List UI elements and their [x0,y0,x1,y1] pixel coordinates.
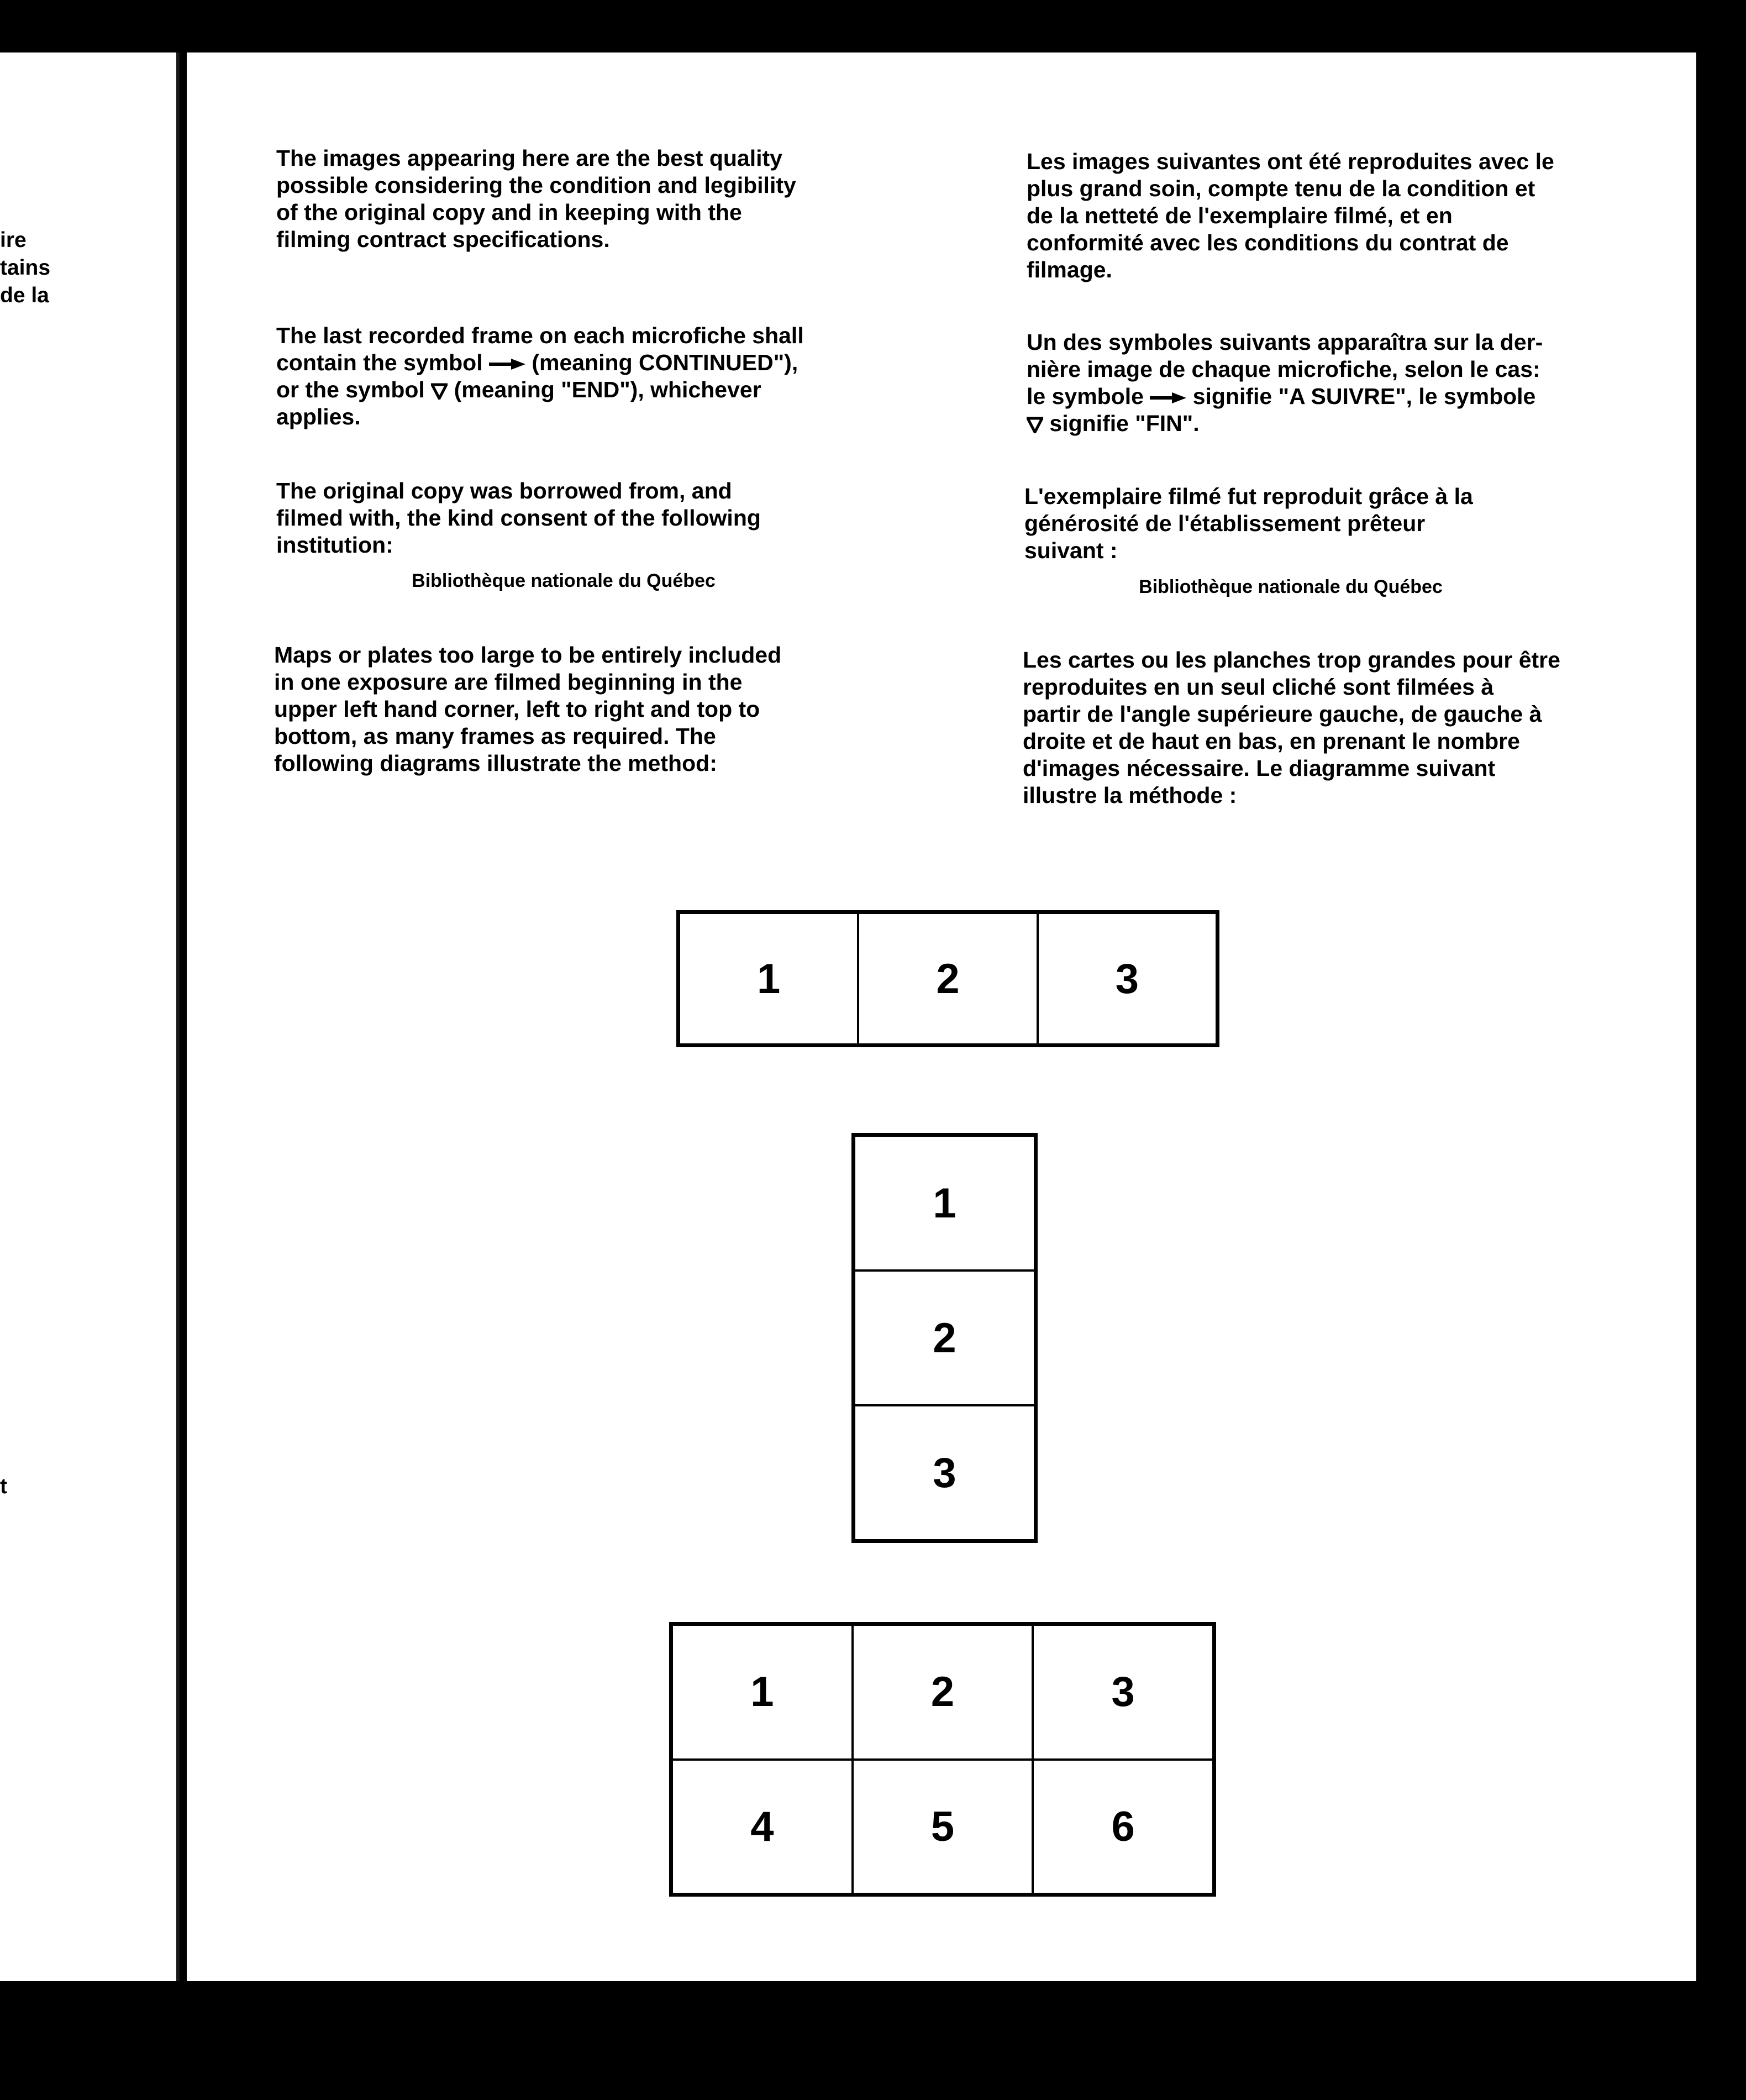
text-line: d'images nécessaire. Le diagramme suivant [1023,755,1496,781]
diagram-grid [669,1622,1216,1897]
fr-para-borrowed [1024,483,1687,564]
page-edge-rule [176,53,180,1981]
text-line: partir de l'angle supérieure gauche, de gauche à [1023,701,1542,727]
text-line [1027,410,1690,437]
text-line: droite et de haut en bas, en prenant le nombre [1023,728,1520,754]
text-line: illustre la méthode : [1023,783,1237,808]
main-page [187,53,1696,1981]
diagram-column [851,1133,1038,1543]
triangle-down-icon [431,383,448,400]
text-line: applies. [276,404,361,429]
frame-cell: 3 [1033,1625,1213,1760]
frame-cell: 2 [854,1271,1035,1405]
fr-institution: Bibliothèque nationale du Québec [1139,576,1443,597]
frame-cell: 6 [1033,1760,1213,1894]
text-line: L'exemplaire filmé fut reproduit grâce à la [1024,484,1473,509]
frame-cell: 3 [854,1405,1035,1540]
frame-cell: 3 [1038,913,1217,1044]
text-fragment: contain the symbol [276,350,489,375]
arrow-right-icon [1150,391,1186,405]
text-line [1027,383,1690,410]
text-line: suivant : [1024,538,1118,563]
text-line: bottom, as many frames as required. The [274,723,716,749]
text-line: Les cartes ou les planches trop grandes pour être [1023,647,1560,673]
text-fragment: or the symbol [276,377,432,402]
fr-para-quality [1027,148,1690,284]
text-line: upper left hand corner, left to right and top to [274,696,760,722]
text-line [276,349,939,376]
text-line: of the original copy and in keeping with the [276,200,742,225]
edge-fragment-2 [0,1473,7,1500]
frame-cell: 2 [853,1625,1033,1760]
en-para-maps [274,642,937,777]
text-line: nière image de chaque microfiche, selon le cas: [1027,356,1540,382]
text-fragment: le symbole [1027,384,1150,409]
en-para-borrowed [276,477,939,559]
text-line: filmage. [1027,257,1112,282]
text-line: reproduites en un seul cliché sont filmées à [1023,674,1494,700]
text-line: de la netteté de l'exemplaire filmé, et en [1027,203,1453,228]
edge-fragment-1 [0,227,50,309]
fr-para-symbol [1027,329,1690,437]
frame-cell: 1 [679,913,858,1044]
text-line: plus grand soin, compte tenu de la condition et [1027,176,1535,201]
text-line: filming contract specifications. [276,227,610,252]
text-line: générosité de l'établissement prêteur [1024,511,1426,536]
text-fragment: (meaning "END"), whichever [448,377,761,402]
text-fragment: (meaning CONTINUED"), [525,350,798,375]
edge-line: t [0,1474,7,1498]
text-fragment: signifie "FIN". [1043,411,1200,436]
frame-cell: 1 [672,1625,853,1760]
diagram-row [676,910,1219,1047]
edge-line: tains [0,256,51,280]
text-line: filmed with, the kind consent of the following [276,505,761,531]
frame-cell: 4 [672,1760,853,1894]
text-line: conformité avec les conditions du contrat de [1027,230,1509,255]
frame-cell: 2 [858,913,1037,1044]
text-line [276,376,939,403]
left-page-fragment [0,53,180,1981]
arrow-right-icon [489,358,525,371]
text-line: Maps or plates too large to be entirely included [274,642,782,668]
frame-cell: 1 [854,1136,1035,1271]
triangle-down-icon [1027,417,1043,433]
text-line: The last recorded frame on each microfiche shall [276,323,804,348]
text-line: institution: [276,532,393,558]
en-para-quality [276,145,939,253]
fr-para-maps [1023,647,1686,809]
en-para-symbol [276,322,939,431]
text-line: in one exposure are filmed beginning in the [274,669,743,695]
text-line: The images appearing here are the best quality [276,145,782,171]
text-line: possible considering the condition and legibility [276,172,796,198]
text-line: following diagrams illustrate the method: [274,750,717,776]
text-line: The original copy was borrowed from, and [276,478,732,503]
text-line: Les images suivantes ont été reproduites avec le [1027,149,1554,174]
edge-line: de la [0,284,49,307]
text-fragment: signifie "A SUIVRE", le symbole [1186,384,1536,409]
frame-cell: 5 [853,1760,1033,1894]
edge-line: ire [0,228,27,252]
text-line: Un des symboles suivants apparaîtra sur la der- [1027,329,1543,355]
en-institution: Bibliothèque nationale du Québec [412,570,716,591]
